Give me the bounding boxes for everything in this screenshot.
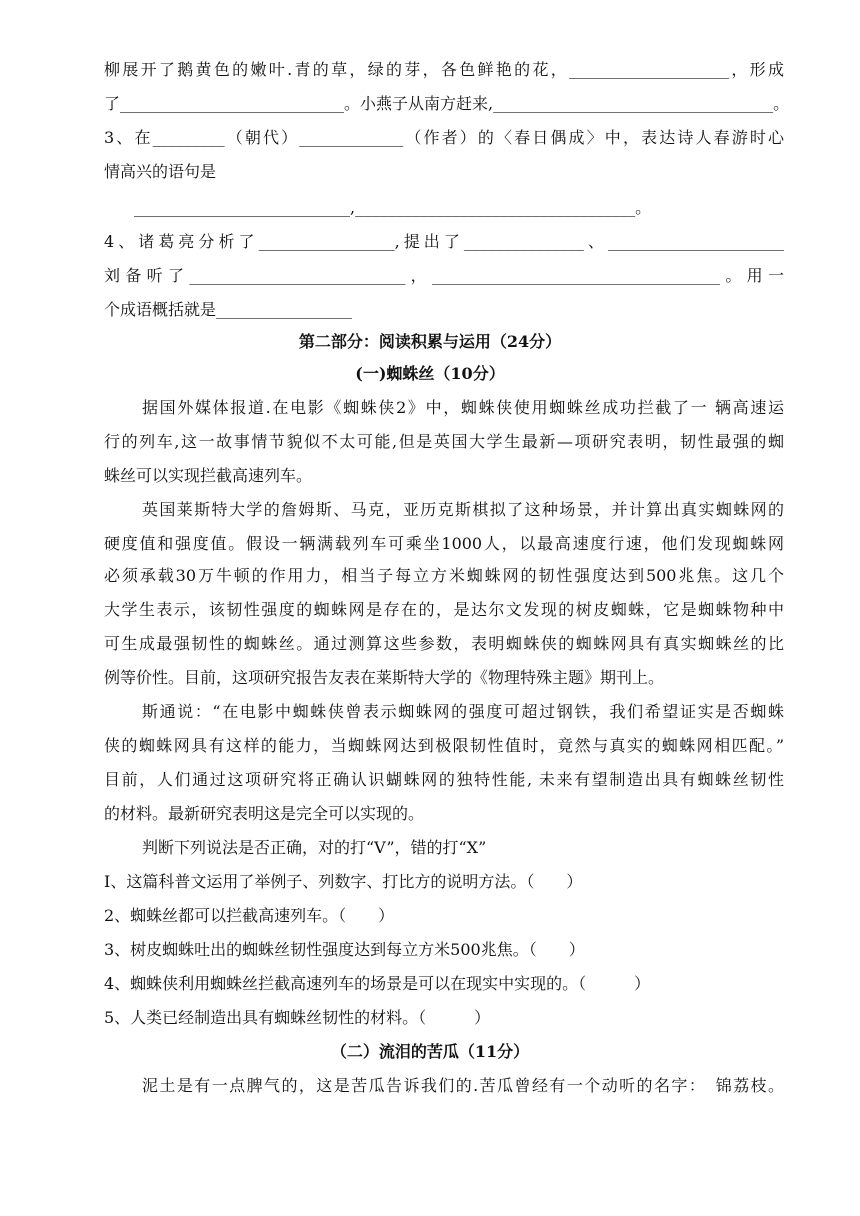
passage-1-line-10: 斯通说：“在电影中蜘蛛侠曾表示蜘蛛网的强度可超过钢铁，我们希望证实是否蜘蛛 <box>142 702 784 721</box>
question-1: I、这篇科普文运用了举例子、列数字、打比方的说明方法。（ ） <box>104 872 583 891</box>
passage-1-line-9: 例等价性。目前，这项研究报告友表在莱斯特大学的《物理特殊主题》期刊上。 <box>104 668 665 687</box>
question-2: 2、蜘蛛丝都可以拦截高速列车。（ ） <box>104 906 395 925</box>
passage-1-line-5: 硬度值和强度值。假设一辆满载列车可乘坐1000人，以最高速度行速，他们发现蜘蛛网 <box>104 534 784 553</box>
passage-1-line-7: 大学生表示，该韧性强度的蜘蛛网是存在的，是达尔文发现的树皮蜘蛛，它是蜘蛛物种中 <box>104 600 784 619</box>
section-heading: 第二部分：阅读积累与运用（24分） <box>298 332 562 351</box>
text-line-1: 柳展开了鹅黄色的嫩叶.青的草，绿的芽，各色鲜艳的花，____________________，形成 <box>104 60 784 79</box>
passage-1-line-11: 侠的蜘蛛网具有这样的能力，当蜘蛛网达到极限韧性值时，竟然与真实的蜘蛛网相匹配。” <box>104 736 784 755</box>
passage-1-line-2: 行的列车,这一故事情节貌似不太可能,但是英国大学生最新—项研究表明，韧性最强的蜘 <box>104 432 784 451</box>
question-3: 3、树皮蜘蛛吐出的蜘蛛丝韧性强度达到每立方米500兆焦。（ ） <box>104 940 585 959</box>
question-instruction: 判断下列说法是否正确，对的打“V”，错的打“X” <box>142 838 487 857</box>
text-line-7: 个成语概括就是_________________ <box>104 300 353 319</box>
passage-1-line-13: 的材料。最新研究表明这是完全可以实现的。 <box>104 804 425 823</box>
text-line-4: 情高兴的语句是 <box>104 162 217 181</box>
passage-1-line-6: 必须承载30万牛顿的作用力，相当子每立方米蜘蛛网的韧性强度达到500兆焦。这几个 <box>104 566 784 585</box>
question-5: 5、人类已经制造出具有蜘蛛丝韧性的材料。（ ） <box>104 1008 491 1027</box>
answer-blank-line: ___________________________,___________________________________。 <box>134 198 652 217</box>
passage-2-line-1: 泥土是有一点脾气的，这是苦瓜告诉我们的.苦瓜曾经有一个动听的名字： 锦荔枝。 <box>142 1076 784 1095</box>
passage-1-line-1: 据国外媒体报道.在电影《蜘蛛侠2》中，蜘蛛侠使用蜘蛛丝成功拦截了一 辆高速运 <box>142 398 784 417</box>
passage-1-line-8: 可生成最强韧性的蜘蛛丝。通过测算这些参数，表明蜘蛛侠的蜘蛛网具有真实蜘蛛丝的比 <box>104 634 784 653</box>
text-line-5: 4、诸葛亮分析了_________________,提出了_______________、______________________ <box>104 232 784 251</box>
passage-1-line-4: 英国莱斯特大学的詹姆斯、马克，亚历克斯棋拟了这种场景，并计算出真实蜘蛛网的 <box>142 500 784 519</box>
passage-1-title: (一)蜘蛛丝（10分） <box>355 364 505 383</box>
passage-1-line-12: 目前，人们通过这项研究将正确认识蝴蛛网的独特性能, 未来有望制造出具有蜘蛛丝韧性 <box>104 770 784 789</box>
text-line-3: 3、在_________（朝代）_____________（作者）的〈春日偶成〉中，表达诗人春游时心 <box>104 128 784 147</box>
passage-2-title: （二）流泪的苦瓜（11分） <box>330 1042 530 1061</box>
passage-1-line-3: 蛛丝可以实现拦截高速列车。 <box>104 466 313 485</box>
question-4: 4、蜘蛛侠利用蜘蛛丝拦截高速列车的场景是可以在现实中实现的。（ ） <box>104 974 651 993</box>
text-line-6: 刘备听了___________________________，____________________________________。用一 <box>104 266 784 285</box>
text-line-2: 了____________________________。小燕子从南方赶来,___________________________________。 <box>104 94 790 113</box>
